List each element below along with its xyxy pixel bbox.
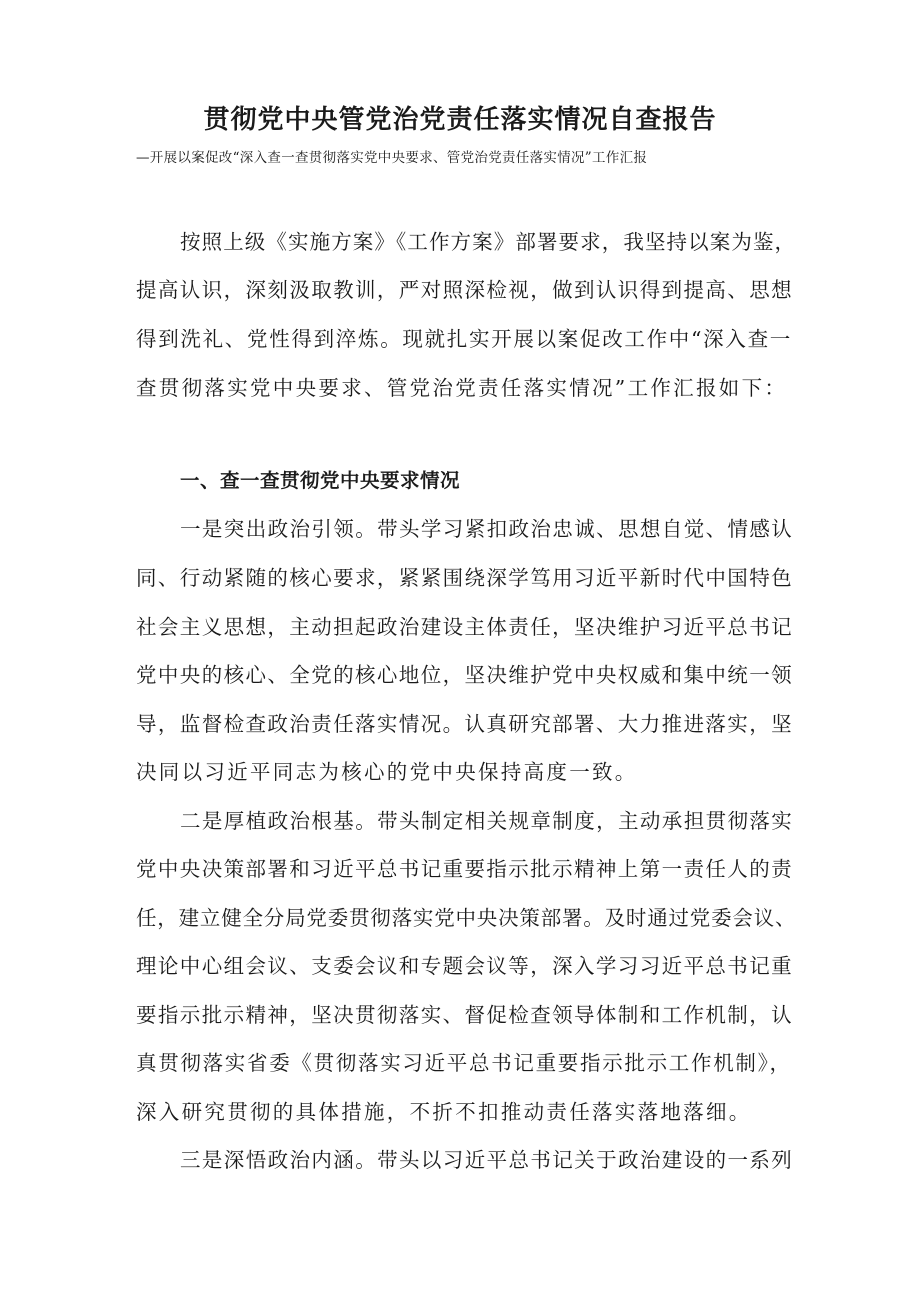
paragraph-line: 导，监督检查政治责任落实情况。认真研究部署、大力推进落实，坚 [136,712,793,736]
paragraph-line: 三是深悟政治内涵。带头以习近平总书记关于政治建设的一系列 [180,1148,794,1172]
paragraph-line: 决同以习近平同志为核心的党中央保持高度一致。 [136,760,638,784]
intro-line: 查贯彻落实党中央要求、管党治党责任落实情况”工作汇报如下： [136,376,788,400]
paragraph-line: 二是厚植政治根基。带头制定相关规章制度，主动承担贯彻落实 [180,809,794,833]
paragraph-line: 要指示批示精神，坚决贯彻落实、督促检查领导体制和工作机制，认 [136,1003,793,1027]
paragraph-line: 同、行动紧随的核心要求，紧紧围绕深学笃用习近平新时代中国特色 [136,566,793,590]
section-heading: 一、查一查贯彻党中央要求情况 [180,469,461,492]
paragraph-line: 一是突出政治引领。带头学习紧扣政治忠诚、思想自觉、情感认 [180,517,794,541]
paragraph-line: 社会主义思想，主动担起政治建设主体责任，坚决维护习近平总书记 [136,615,793,639]
paragraph-line: 深入研究贯彻的具体措施，不折不扣推动责任落实落地落细。 [136,1100,752,1124]
intro-line: 得到洗礼、党性得到淬炼。现就扎实开展以案促改工作中“深入查一 [136,327,792,351]
document-subtitle: —开展以案促改“深入查一查贯彻落实党中央要求、管党治党责任落实情况”工作汇报 [136,150,648,166]
paragraph-line: 理论中心组会议、支委会议和专题会议等，深入学习习近平总书记重 [136,954,793,978]
intro-line: 提高认识，深刻汲取教训，严对照深检视，做到认识得到提高、思想 [136,278,793,302]
document-title: 贯彻党中央管党治党责任落实情况自查报告 [203,105,717,135]
paragraph-line: 真贯彻落实省委《贯彻落实习近平总书记重要指示批示工作机制》， [136,1051,792,1075]
paragraph-line: 党中央决策部署和习近平总书记重要指示批示精神上第一责任人的责 [136,857,793,881]
intro-line: 按照上级《实施方案》《工作方案》部署要求，我坚持以案为鉴， [180,230,797,254]
paragraph-line: 任，建立健全分局党委贯彻落实党中央决策部署。及时通过党委会议、 [136,906,797,930]
paragraph-line: 党中央的核心、全党的核心地位，坚决维护党中央权威和集中统一领 [136,663,793,687]
